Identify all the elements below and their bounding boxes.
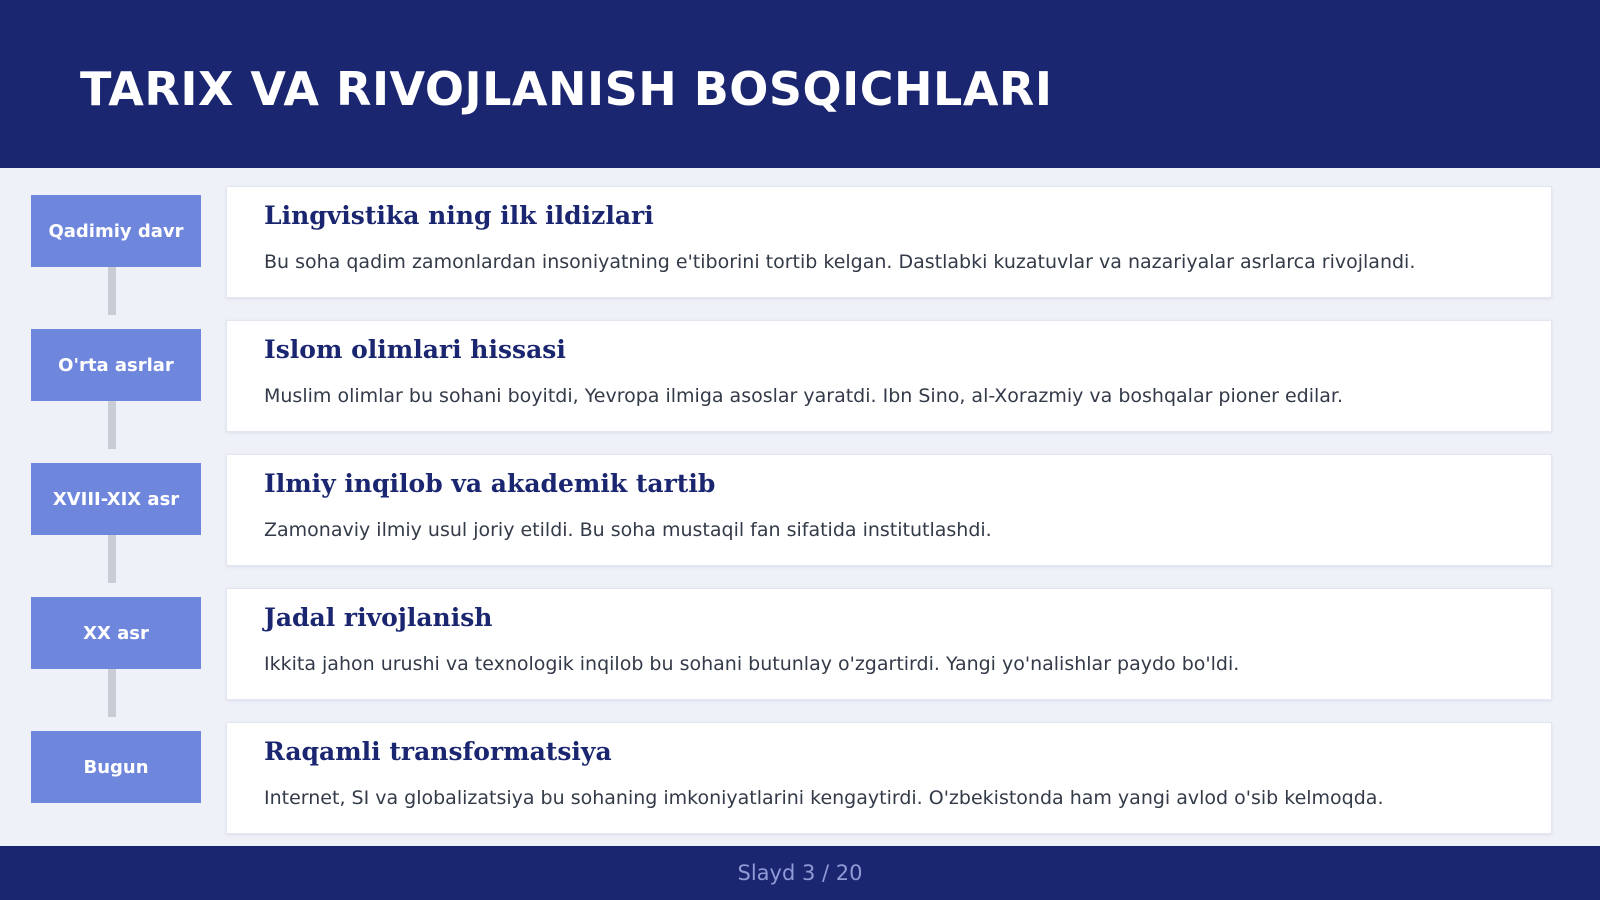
card-title: Lingvistika ning ilk ildizlari: [264, 201, 654, 230]
timeline: [0, 168, 1600, 846]
slide-counter: Slayd 3 / 20: [737, 861, 863, 885]
page-title: TARIX VA RIVOJLANISH BOSQICHLARI: [80, 62, 1053, 116]
timeline-card: [226, 320, 1552, 432]
card-title: Islom olimlari hissasi: [264, 335, 566, 364]
timeline-row: [0, 436, 1600, 548]
card-description: Ikkita jahon urushi va texnologik inqilob bu sohani butunlay o'zgartirdi. Yangi yo'nalishlar paydo bo'ldi.: [264, 653, 1240, 675]
timeline-row: [0, 168, 1600, 280]
timeline-row: [0, 570, 1600, 682]
card-title: Ilmiy inqilob va akademik tartib: [264, 469, 716, 498]
timeline-card: [226, 588, 1552, 700]
era-badge: XVIII-XIX asr: [31, 463, 201, 535]
card-title: Jadal rivojlanish: [264, 603, 493, 632]
timeline-card: [226, 454, 1552, 566]
era-badge: Qadimiy davr: [31, 195, 201, 267]
card-description: Internet, SI va globalizatsiya bu sohaning imkoniyatlarini kengaytirdi. O'zbekistonda ham yangi avlod o'sib kelmoqda.: [264, 787, 1384, 809]
slide-footer: [0, 846, 1600, 900]
timeline-row: [0, 302, 1600, 414]
card-title: Raqamli transformatsiya: [264, 737, 612, 766]
era-badge: O'rta asrlar: [31, 329, 201, 401]
card-description: Zamonaviy ilmiy usul joriy etildi. Bu soha mustaqil fan sifatida institutlashdi.: [264, 519, 992, 541]
card-description: Muslim olimlar bu sohani boyitdi, Yevropa ilmiga asoslar yaratdi. Ibn Sino, al-Xorazmiy va boshqalar pioner edilar.: [264, 385, 1344, 407]
card-description: Bu soha qadim zamonlardan insoniyatning e'tiborini tortib kelgan. Dastlabki kuzatuvlar va nazariyalar asrlarca rivojlandi.: [264, 251, 1416, 273]
slide-header: [0, 0, 1600, 168]
era-badge: XX asr: [31, 597, 201, 669]
timeline-card: [226, 722, 1552, 834]
era-badge: Bugun: [31, 731, 201, 803]
timeline-row: [0, 704, 1600, 816]
timeline-card: [226, 186, 1552, 298]
